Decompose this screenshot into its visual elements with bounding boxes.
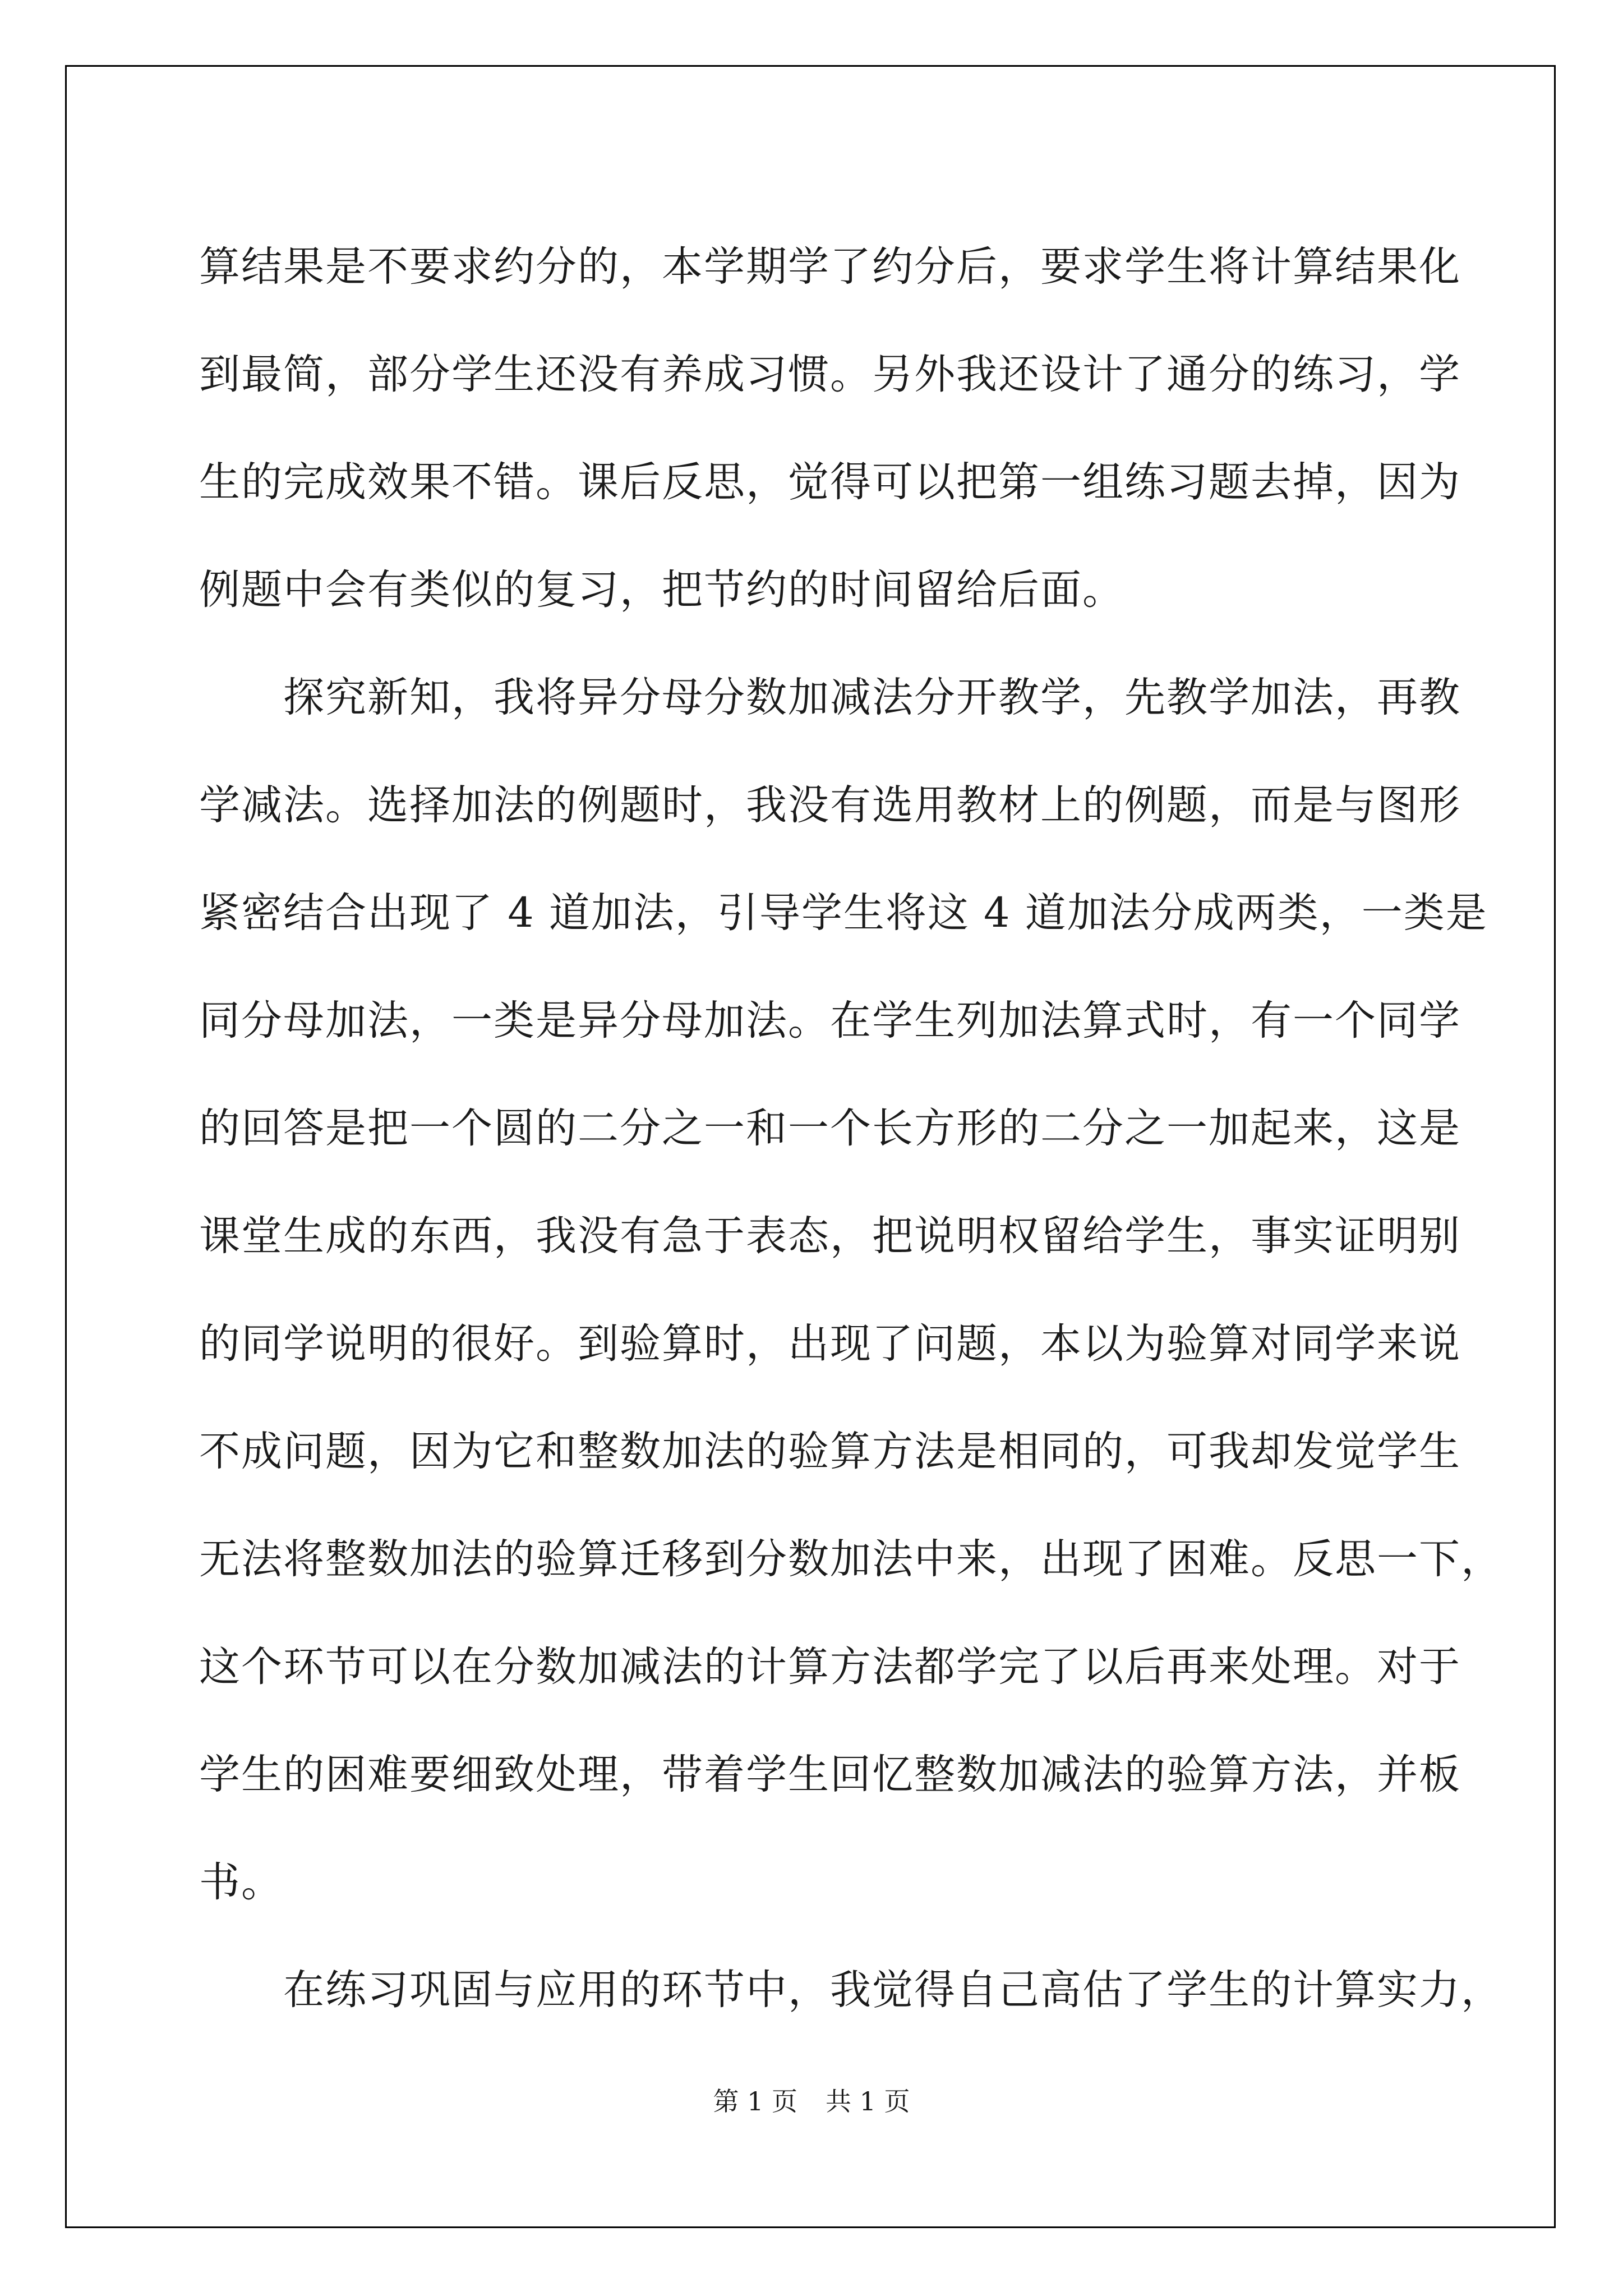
text-line: 的回答是把一个圆的二分之一和一个长方形的二分之一加起来，这是 <box>199 1105 1461 1152</box>
page-total: 共 1 页 <box>826 2086 910 2116</box>
text-line: 紧密结合出现了 4 道加法，引导学生将这 4 道加法分成两类，一类是 <box>199 889 1488 937</box>
text-line: 到最简，部分学生还没有养成习惯。另外我还设计了通分的练习，学 <box>199 351 1461 398</box>
document-body <box>199 213 1503 2044</box>
text-line: 这个环节可以在分数加减法的计算方法都学完了以后再来处理。对于 <box>199 1643 1461 1691</box>
text-line: 学减法。选择加法的例题时，我没有选用教材上的例题，而是与图形 <box>199 781 1461 829</box>
text-line: 书。 <box>199 1858 283 1906</box>
text-line: 学生的困难要细致处理，带着学生回忆整数加减法的验算方法，并板 <box>199 1751 1461 1798</box>
text-line: 生的完成效果不错。课后反思，觉得可以把第一组练习题去掉，因为 <box>199 458 1461 506</box>
text-line: 同分母加法，一类是异分母加法。在学生列加法算式时，有一个同学 <box>199 997 1461 1045</box>
paragraph-start-line: 在练习巩固与应用的环节中，我觉得自己高估了学生的计算实力， <box>199 1966 1503 2014</box>
page-footer <box>0 2081 1623 2118</box>
text-line: 的同学说明的很好。到验算时，出现了问题，本以为验算对同学来说 <box>199 1320 1461 1368</box>
text-line: 无法将整数加法的验算迁移到分数加法中来，出现了困难。反思一下， <box>199 1535 1503 1583</box>
text-line: 算结果是不要求约分的，本学期学了约分后，要求学生将计算结果化 <box>199 243 1461 291</box>
text-line: 课堂生成的东西，我没有急于表态，把说明权留给学生，事实证明别 <box>199 1212 1461 1260</box>
page-number: 第 1 页 <box>713 2086 797 2116</box>
text-line: 例题中会有类似的复习，把节约的时间留给后面。 <box>199 566 1124 614</box>
text-line: 不成问题，因为它和整数加法的验算方法是相同的，可我却发觉学生 <box>199 1428 1461 1475</box>
paragraph-start-line: 探究新知，我将异分母分数加减法分开教学，先教学加法，再教 <box>199 674 1461 721</box>
